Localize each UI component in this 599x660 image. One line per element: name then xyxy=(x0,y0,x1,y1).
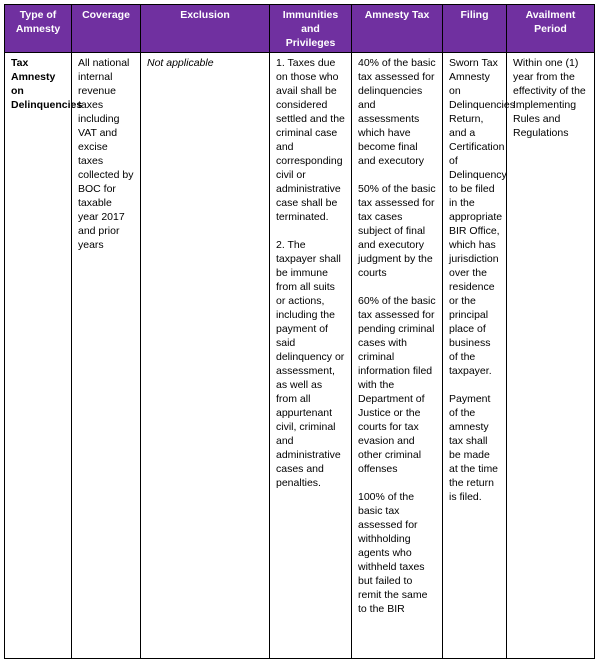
header-type-of-amnesty: Type of Amnesty xyxy=(5,5,72,53)
tax-amnesty-table xyxy=(4,4,595,659)
header-availment-period: Availment Period xyxy=(507,5,595,53)
amnesty-tax-item-2: 50% of the basic tax assessed for tax cases subject of final and executory judgment by the courts xyxy=(358,183,436,279)
header-filing: Filing xyxy=(443,5,507,53)
cell-filing xyxy=(443,53,515,659)
filing-item-2: Payment of the amnesty tax shall be made at the time the return is filed. xyxy=(449,393,499,503)
cell-coverage: All national internal revenue taxes including VAT and excise taxes collected by BOC for taxable year 2017 and prior years xyxy=(72,53,141,659)
cell-amnesty-tax xyxy=(352,53,443,659)
cell-type-of-amnesty: Tax Amnesty on Delinquencies xyxy=(5,53,72,659)
cell-exclusion: Not applicable xyxy=(141,53,270,659)
header-coverage: Coverage xyxy=(72,5,141,53)
header-exclusion: Exclusion xyxy=(141,5,270,53)
amnesty-tax-item-1: 40% of the basic tax assessed for delinquencies and assessments which have become final and executory xyxy=(358,57,436,167)
header-immunities-and-privileges: Immunities and Privileges xyxy=(270,5,352,53)
immunity-item-1: 1. Taxes due on those who avail shall be considered settled and the criminal case and corresponding civil or administrative case shall be terminated. xyxy=(276,57,345,223)
header-amnesty-tax: Amnesty Tax xyxy=(352,5,443,53)
table-row xyxy=(5,53,595,659)
cell-availment-period: Within one (1) year from the effectivity of the Implementing Rules and Regulations xyxy=(507,53,595,659)
amnesty-tax-item-4: 100% of the basic tax assessed for withholding agents who withheld taxes but failed to remit the same to the BIR xyxy=(358,491,428,615)
header-row xyxy=(5,5,595,53)
amnesty-tax-item-3: 60% of the basic tax assessed for pending criminal cases with criminal information filed with the Department of Justice or the courts for tax evasion and other criminal offenses xyxy=(358,295,436,475)
cell-immunities-and-privileges xyxy=(270,53,352,659)
immunity-item-2: 2. The taxpayer shall be immune from all suits or actions, including the payment of said delinquency or assessment, as well as from all appurtenant civil, criminal and administrative cases and penalties. xyxy=(276,239,345,489)
filing-item-1: Sworn Tax Amnesty on Delinquencies Return, and a Certification of Delinquency to be filed in the appropriate BIR Office, which has jurisdiction over the residence or the principal place of business of the taxpayer. xyxy=(449,57,515,377)
